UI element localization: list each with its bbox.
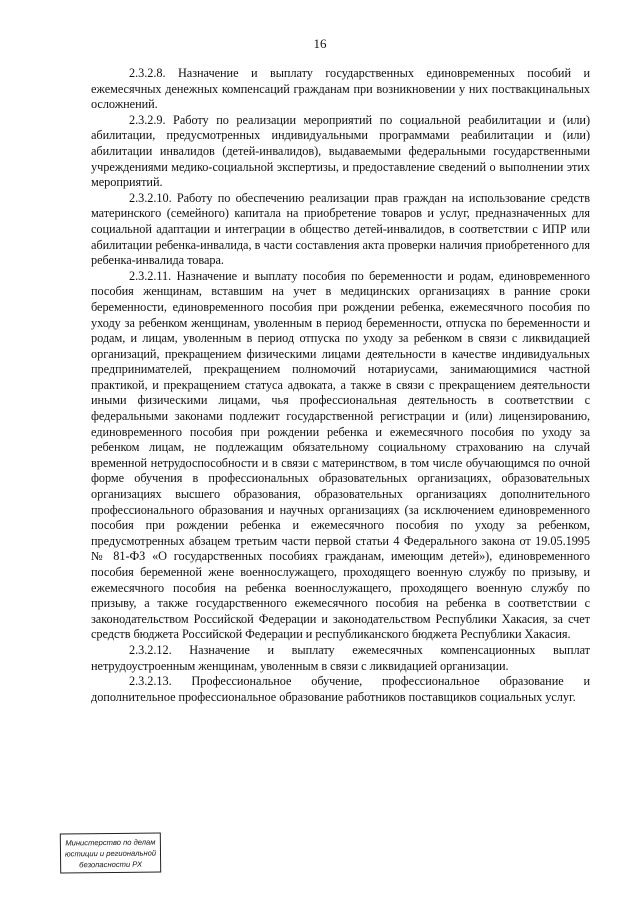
stamp-line: юстиции и региональной	[64, 848, 157, 859]
document-body	[91, 66, 590, 705]
paragraph-2-3-2-8: 2.3.2.8. Назначение и выплату государственных единовременных пособий и ежемесячных денежных компенсаций гражданам при возникновении у них поствакцинальных осложнений.	[91, 66, 590, 112]
ministry-stamp	[60, 832, 161, 873]
paragraph-2-3-2-9: 2.3.2.9. Работу по реализации мероприятий по социальной реабилитации и (или) абилитации, предусмотренных индивидуальными программами реабилитации и (или) абилитации инвалидов (детей-инвалидов), выдаваемыми федеральными государственными учреждениями медико-социальной экспертизы, и предоставление сведений о выполнении этих мероприятий.	[91, 112, 590, 190]
page-number: 16	[313, 36, 327, 51]
paragraph-2-3-2-11: 2.3.2.11. Назначение и выплату пособия по беременности и родам, единовременного пособия женщинам, вставшим на учет в медицинских организациях в ранние сроки беременности, единовременного пособия при рождении ребенка, ежемесячного пособия по уходу за ребенком женщинам, уволенным в период беременности, отпуска по беременности и родам, и лицам, уволенным в период отпуска по уходу за ребенком в связи с ликвидацией организаций, прекращением физическими лицами деятельности в качестве индивидуальных предпринимателей, прекращением полномочий нотариусами, занимающимися частной практикой, и прекращением статуса адвоката, а также в связи с прекращением деятельности иными физическими лицами, чья профессиональная деятельность в соответствии с федеральными законами подлежит государственной регистрации и (или) лицензированию, единовременного пособия при рождении ребенка и ежемесячного пособия по уходу за ребенком лицам, не подлежащим обязательному социальному страхованию на случай временной нетрудоспособности и в связи с материнством, в том числе обучающимся по очной форме обучения в профессиональных образовательных организациях, образовательных организациях высшего образования, образовательных организациях дополнительного профессионального образования и научных организациях (за исключением единовременного пособия при рождении ребенка и ежемесячного пособия по уходу за ребенком, предусмотренных абзацем третьим части первой статьи 4 Федерального закона от 19.05.1995 № 81-ФЗ «О государственных пособиях гражданам, имеющим детей»), единовременного пособия беременной жене военнослужащего, проходящего военную службу по призыву, и ежемесячного пособия на ребенка военнослужащего, проходящего военную службу по призыву, а также государственного ежемесячного пособия на ребенка в соответствии с законодательством Российской Федерации и законодательством Республики Хакасия, за счет средств бюджета Российской Федерации и республиканского бюджета Республики Хакасия.	[91, 268, 590, 642]
stamp-line: безопасности РХ	[79, 859, 143, 870]
stamp-line: Министерство по делам	[65, 837, 156, 848]
paragraph-2-3-2-10: 2.3.2.10. Работу по обеспечению реализации прав граждан на использование средств материнского (семейного) капитала на приобретение товаров и услуг, предназначенных для социальной адаптации и интеграции в общество детей-инвалидов, в соответствии с ИПР или абилитации ребенка-инвалида, в части составления акта проверки наличия приобретенного для ребенка-инвалида товара.	[91, 190, 590, 268]
paragraph-2-3-2-12: 2.3.2.12. Назначение и выплату ежемесячных компенсационных выплат нетрудоустроенным женщинам, уволенным в связи с ликвидацией организации.	[91, 642, 590, 673]
paragraph-2-3-2-13: 2.3.2.13. Профессиональное обучение, профессиональное образование и дополнительное профессиональное образование работников поставщиков социальных услуг.	[91, 674, 590, 704]
